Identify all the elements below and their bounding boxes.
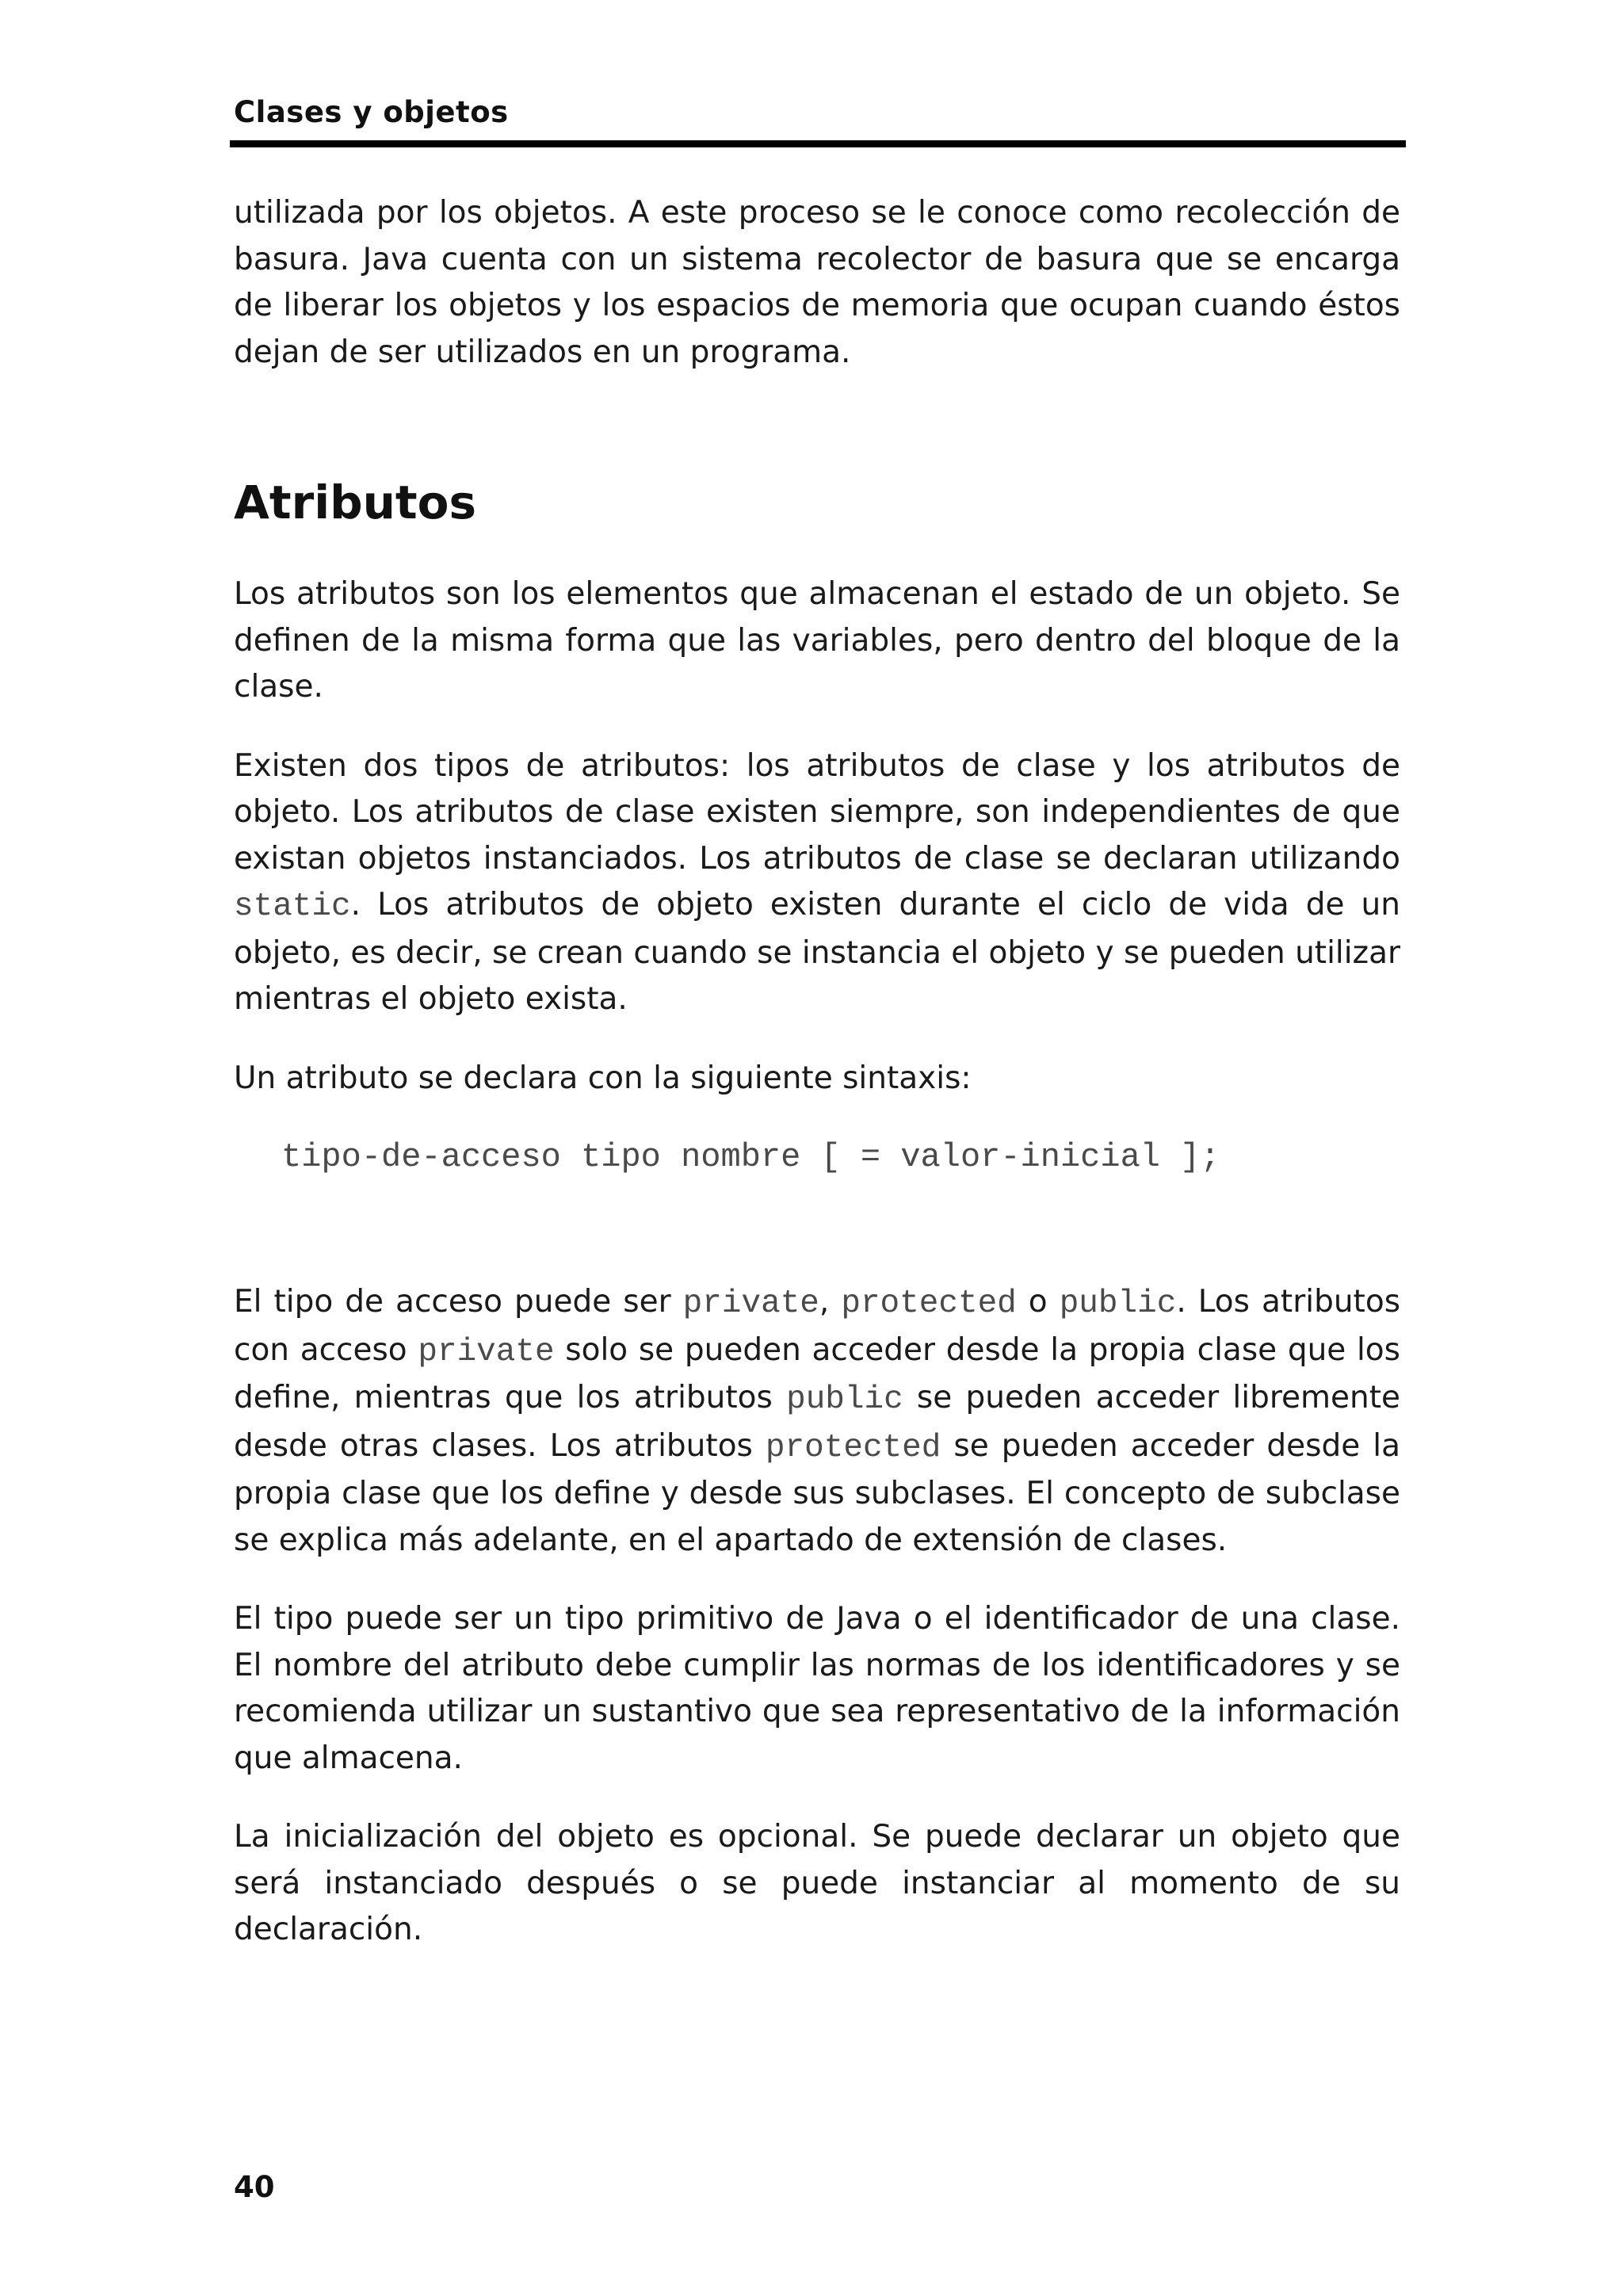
page-number: 40 — [234, 2170, 275, 2204]
inline-code-private: private — [682, 1286, 819, 1322]
inline-code-public: public — [1059, 1286, 1177, 1322]
paragraph-garbage-collection: utilizada por los objetos. A este proceso se le conoce como recolección de basura. Java cuenta con un sistema recolector de basura que se encarga de liberar los objetos y los espacios de memoria que ocupan cuando éstos dejan de ser utilizados en un programa. — [234, 195, 1400, 370]
page-content — [234, 190, 1400, 1986]
text-span: . Los atributos de objeto existen durante el ciclo de vida de un objeto, es decir, se crean cuando se instancia el objeto y se pueden utilizar mientras el objeto exista. — [234, 887, 1400, 1017]
text-span: , — [819, 1284, 842, 1320]
text-span: Existen dos tipos de atributos: los atributos de clase y los atributos de objeto. Los atributos de clase existen siempre, son independientes de que existan objetos instanciados. Los atributos de clase se declaran utilizando — [234, 747, 1400, 877]
text-span: solo se pueden acceder desde la propia clase que los define, mientras que los atributos — [234, 1331, 1400, 1415]
inline-code-protected: protected — [841, 1286, 1017, 1322]
inline-code-protected: protected — [765, 1429, 941, 1466]
text-span: . Los atributos con acceso — [234, 1284, 1401, 1368]
text-span: se pueden acceder desde la propia clase que los define y desde sus subclases. El concepto de subclase se explica más adelante, en el apartado de extensión de clases. — [234, 1427, 1400, 1558]
section-title: Atributos — [234, 476, 477, 529]
paragraph-access-types — [234, 1279, 1400, 1564]
header-rule — [230, 140, 1406, 147]
paragraph-type-and-name: El tipo puede ser un tipo primitivo de Java o el identificador de una clase. El nombre del atributo debe cumplir las normas de los identificadores y se recomienda utilizar un sustantivo que sea representativo de la información que almacena. — [234, 1601, 1400, 1776]
text-span: se pueden acceder libremente desde otras clases. Los atributos — [234, 1380, 1400, 1464]
inline-code-static: static — [234, 888, 351, 925]
inline-code-public: public — [786, 1381, 903, 1418]
running-header: Clases y objetos — [234, 95, 509, 129]
code-block-syntax: tipo-de-acceso tipo nombre [ = valor-inicial ]; — [281, 1138, 1220, 1176]
paragraph-attributes-definition: Los atributos son los elementos que almacenan el estado de un objeto. Se definen de la misma forma que las variables, pero dentro del bloque de la clase. — [234, 576, 1400, 705]
paragraph-initialization: La inicialización del objeto es opcional. Se puede declarar un objeto que será instanciado después o se puede instanciar al momento de su declaración. — [234, 1819, 1400, 1947]
inline-code-private: private — [418, 1333, 555, 1370]
text-span: o — [1016, 1284, 1060, 1320]
paragraph-syntax-intro: Un atributo se declara con la siguiente sintaxis: — [234, 1060, 972, 1096]
text-span: El tipo de acceso puede ser — [234, 1284, 683, 1320]
paragraph-attribute-types — [234, 743, 1400, 1023]
